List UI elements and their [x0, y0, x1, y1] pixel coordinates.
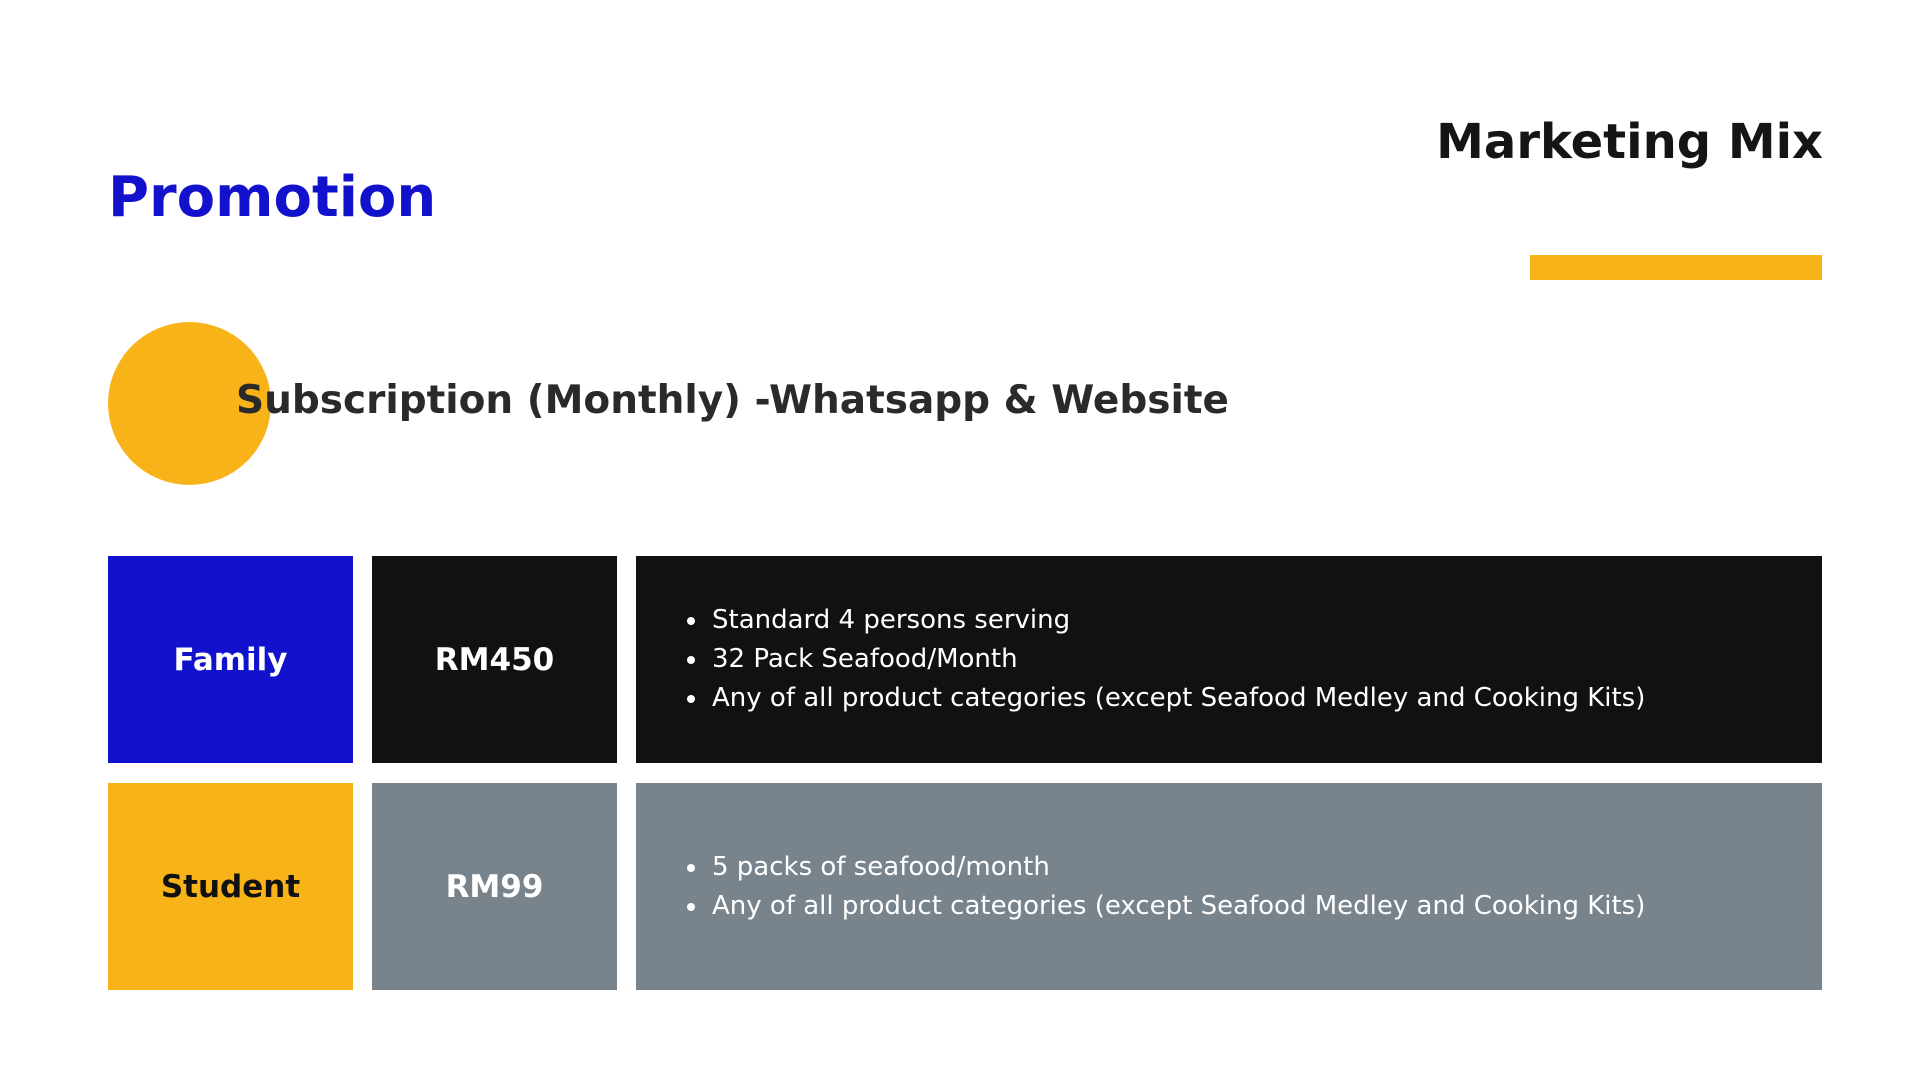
plan-price-cell: [372, 783, 617, 990]
feature-item: 32 Pack Seafood/Month: [684, 640, 1645, 679]
plan-price-cell: [372, 556, 617, 763]
plan-features-list: [684, 848, 1645, 926]
section-label: Marketing Mix: [1436, 114, 1823, 170]
feature-item: 5 packs of seafood/month: [684, 848, 1645, 887]
plan-row-family: [108, 556, 1822, 763]
subtitle: Subscription (Monthly) -Whatsapp & Website: [236, 378, 1229, 423]
plan-price: RM450: [434, 641, 555, 678]
plan-name-cell: [108, 783, 353, 990]
feature-item: Any of all product categories (except Seafood Medley and Cooking Kits): [684, 887, 1645, 926]
feature-item: Standard 4 persons serving: [684, 601, 1645, 640]
page-title: Promotion: [108, 165, 437, 230]
plan-name: Family: [173, 641, 288, 678]
plan-features-list: [684, 601, 1645, 718]
feature-item: Any of all product categories (except Seafood Medley and Cooking Kits): [684, 679, 1645, 718]
plan-row-student: [108, 783, 1822, 990]
plan-name-cell: [108, 556, 353, 763]
plan-price: RM99: [445, 868, 544, 905]
plan-features-cell: [636, 783, 1822, 990]
section-accent-bar: [1530, 255, 1822, 280]
plan-features-cell: [636, 556, 1822, 763]
plan-name: Student: [160, 868, 301, 905]
